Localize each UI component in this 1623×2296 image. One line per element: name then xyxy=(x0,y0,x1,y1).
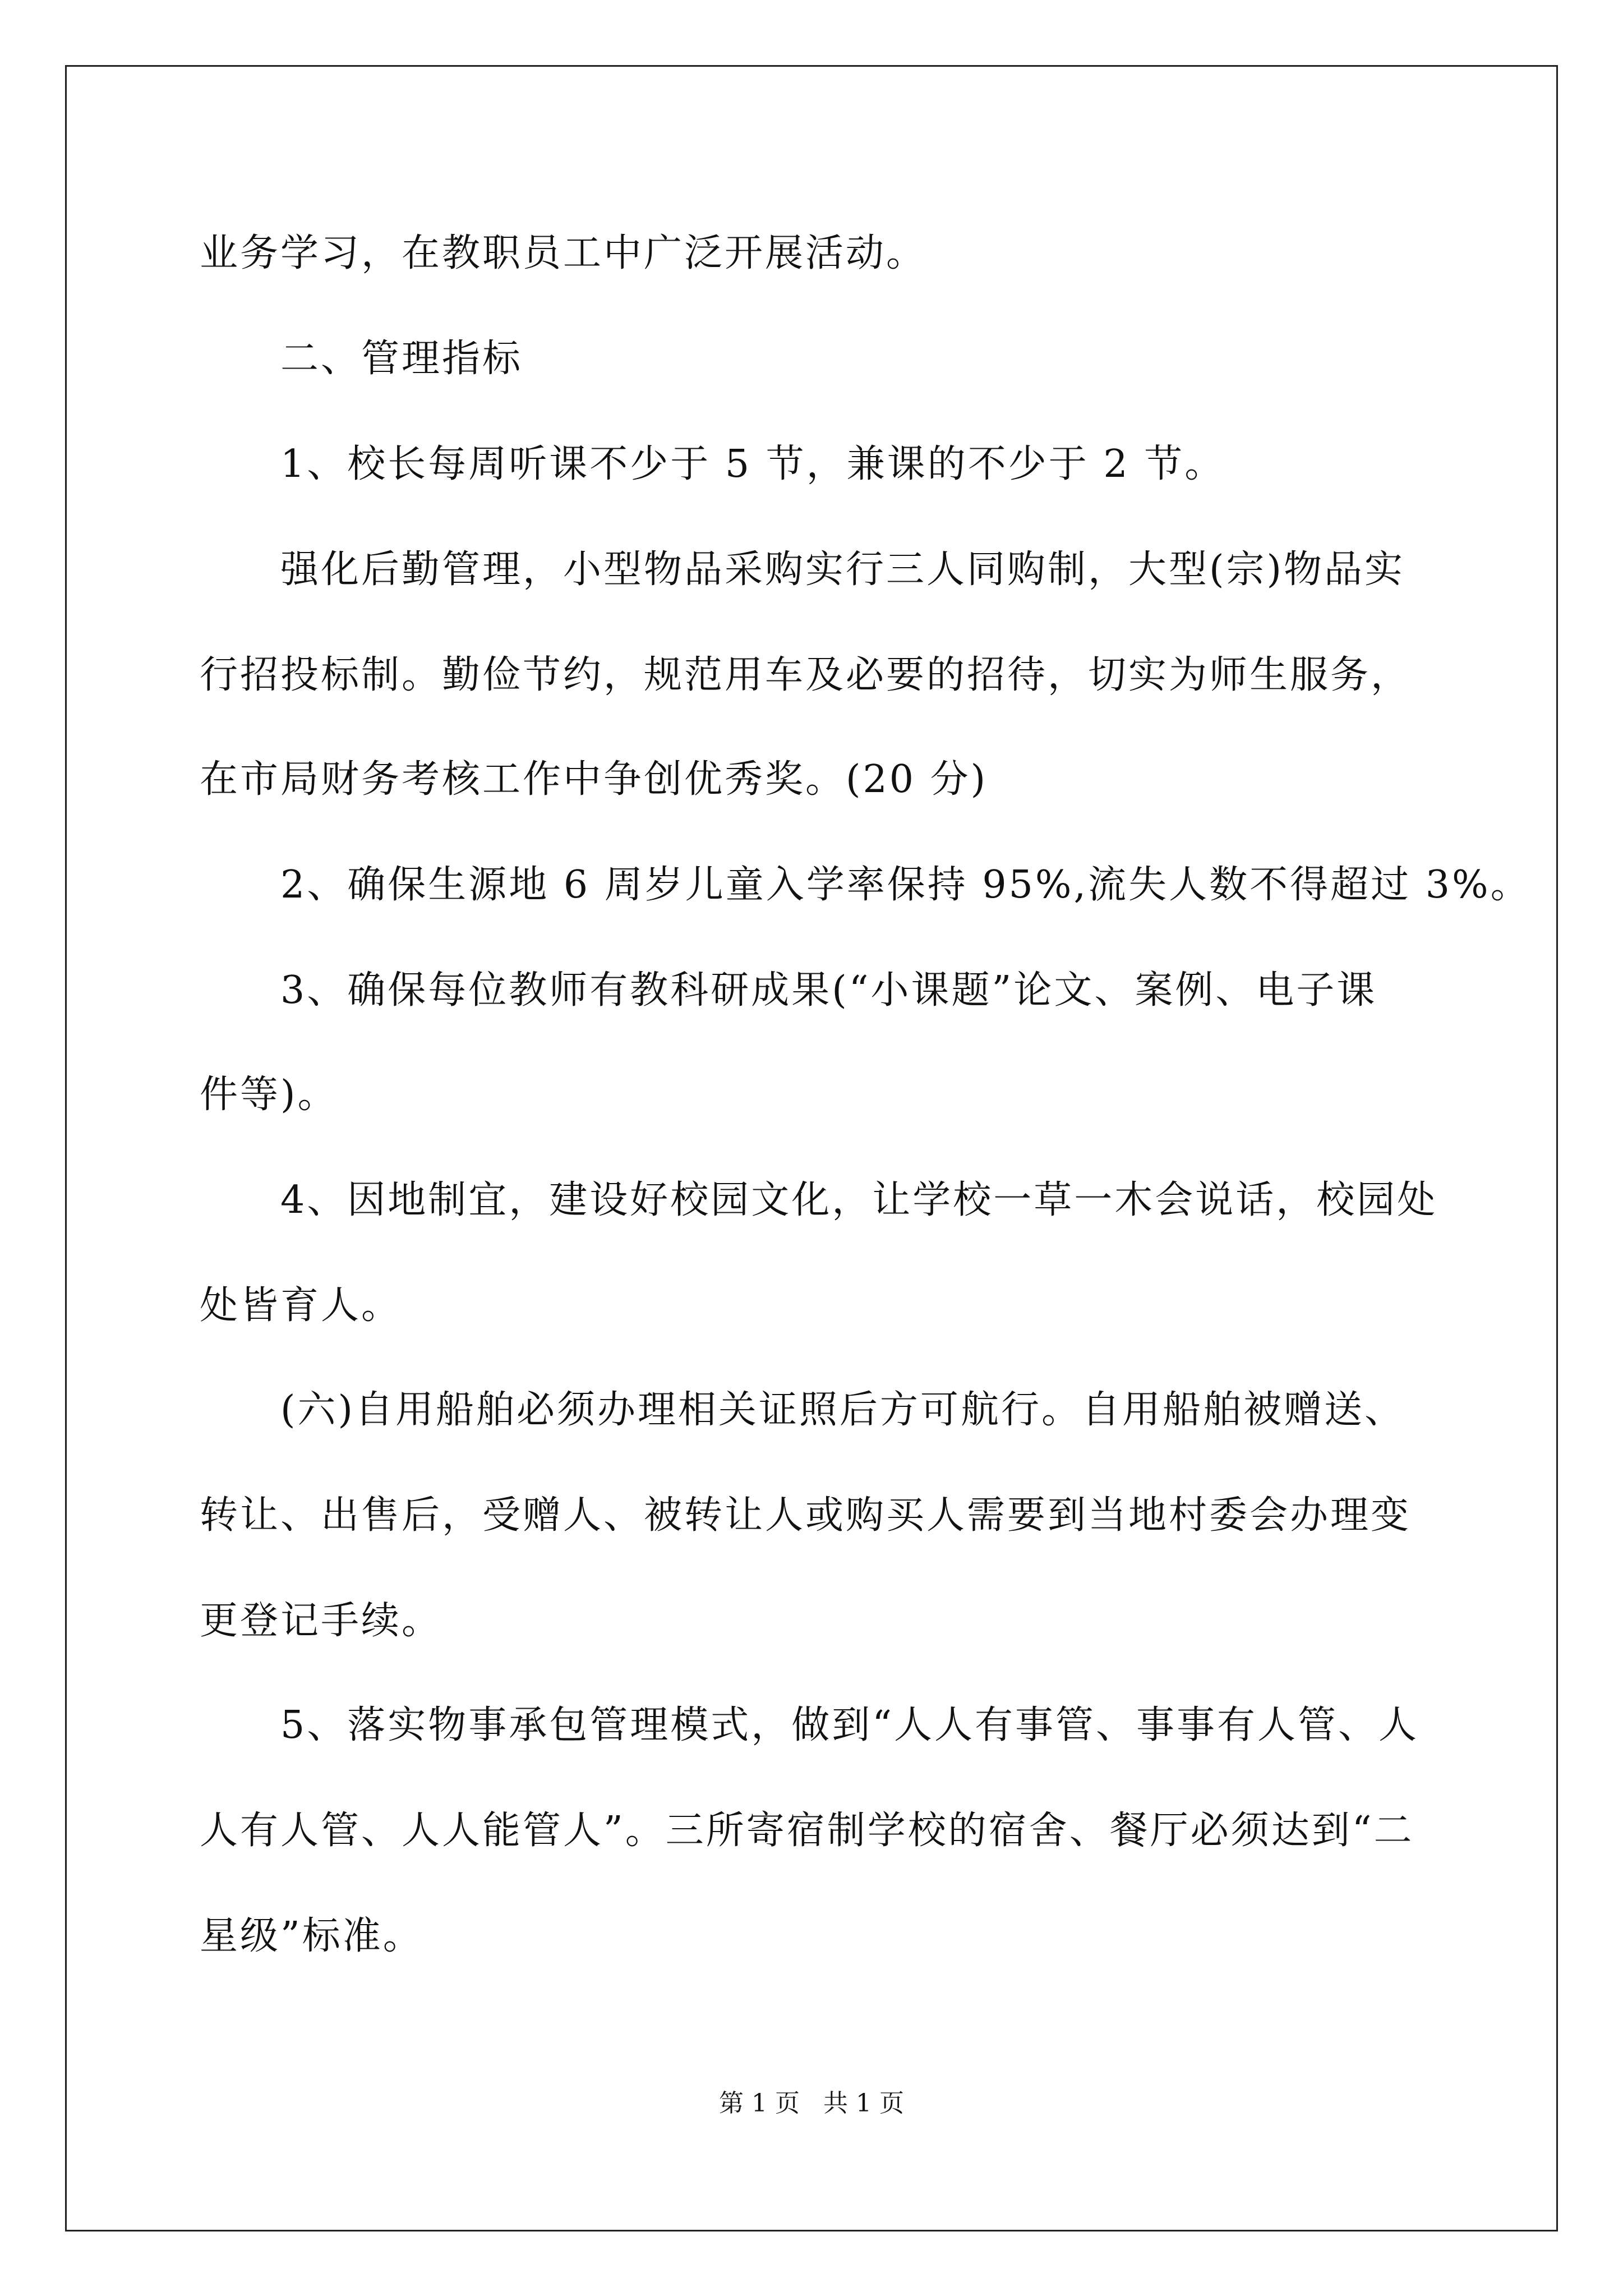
text-line: 业务学习，在教职员工中广泛开展活动。 xyxy=(200,231,927,275)
text-line: 更登记手续。 xyxy=(200,1599,442,1643)
text-line: 4、因地制宜，建设好校园文化，让学校一草一木会说话，校园处 xyxy=(280,1178,1438,1222)
text-line: 星级”标准。 xyxy=(200,1914,423,1958)
text-line: 强化后勤管理，小型物品采购实行三人同购制，大型(宗)物品实 xyxy=(280,547,1405,592)
text-line: 处皆育人。 xyxy=(200,1283,402,1328)
page-border xyxy=(65,65,1558,2231)
text-line: 5、落实物事承包管理模式，做到“人人有事管、事事有人管、人 xyxy=(280,1703,1419,1747)
page-number: 第 1 页 共 1 页 xyxy=(719,2089,904,2118)
section-heading: 二、管理指标 xyxy=(280,337,523,381)
text-line: 件等)。 xyxy=(200,1073,338,1117)
text-line: 行招投标制。勤俭节约，规范用车及必要的招待，切实为师生服务， xyxy=(200,653,1412,697)
text-line: (六)自用船舶必须办理相关证照后方可航行。自用船舶被赠送、 xyxy=(280,1388,1405,1432)
text-line: 转让、出售后，受赠人、被转让人或购买人需要到当地村委会办理变 xyxy=(200,1493,1412,1538)
text-line: 人有人管、人人能管人”。三所寄宿制学校的宿舍、餐厅必须达到“二 xyxy=(200,1809,1414,1853)
text-line: 2、确保生源地 6 周岁儿童入学率保持 95%,流失人数不得超过 3%。 xyxy=(280,863,1531,907)
text-line: 在市局财务考核工作中争创优秀奖。(20 分) xyxy=(200,757,988,802)
text-line: 3、确保每位教师有教科研成果(“小课题”论文、案例、电子课 xyxy=(280,968,1377,1013)
text-line: 1、校长每周听课不少于 5 节，兼课的不少于 2 节。 xyxy=(280,442,1225,486)
